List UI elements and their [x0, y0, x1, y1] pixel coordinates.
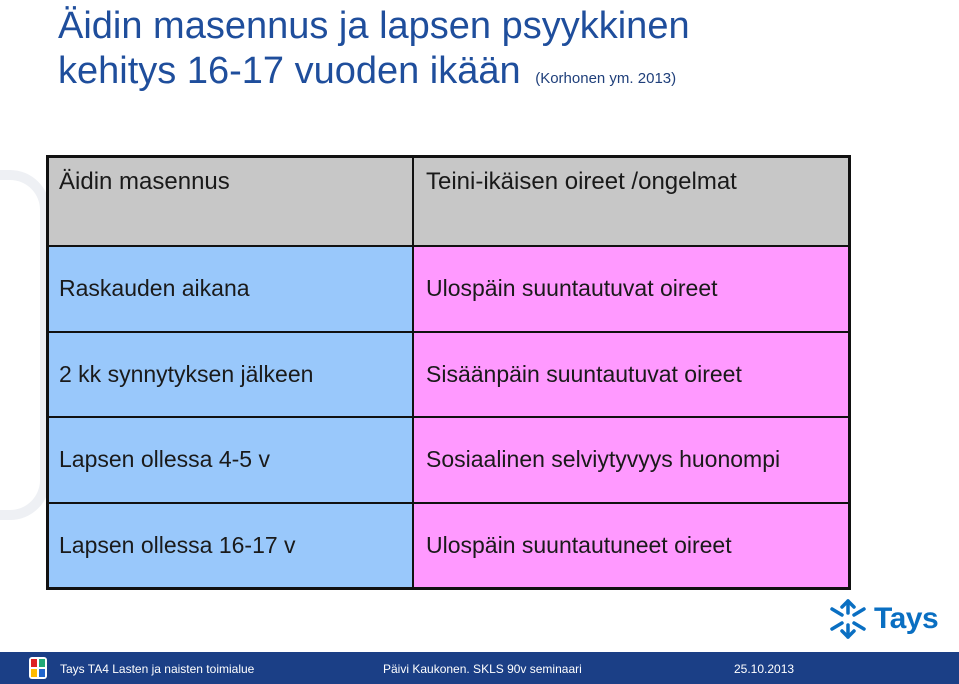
citation: (Korhonen ym. 2013) [535, 70, 677, 87]
table-row-4-timing: Lapsen ollessa 16-17 v [49, 504, 412, 588]
comparison-table [46, 155, 851, 590]
table-row-2-timing: 2 kk synnytyksen jälkeen [49, 333, 412, 417]
logo-text: Tays [874, 602, 939, 635]
header-cell-teen-symptoms: Teini-ikäisen oireet /ongelmat [414, 158, 848, 245]
footer-bar [0, 652, 959, 684]
footer-date: 25.10.2013 [734, 662, 795, 676]
slide-title [58, 4, 690, 101]
table-row-3-outcome: Sosiaalinen selviytyvyys huonompi [414, 418, 848, 502]
background-decoration [0, 170, 50, 520]
header-cell-maternal-depression: Äidin masennus [49, 158, 412, 245]
table-row-3-timing: Lapsen ollessa 4-5 v [49, 418, 412, 502]
tays-star-icon [826, 597, 870, 641]
footer-organization: Tays TA4 Lasten ja naisten toimialue [60, 662, 255, 676]
table-row-1-outcome: Ulospäin suuntautuvat oireet [414, 247, 848, 331]
title-line-2: kehitys 16-17 vuoden ikään [58, 50, 521, 92]
hospital-crest-icon [28, 656, 48, 680]
table-row-4-outcome: Ulospäin suuntautuneet oireet [414, 504, 848, 588]
footer-presenter: Päivi Kaukonen. SKLS 90v seminaari [383, 662, 582, 676]
title-line-1: Äidin masennus ja lapsen psyykkinen [58, 5, 690, 47]
table-row-2-outcome: Sisäänpäin suuntautuvat oireet [414, 333, 848, 417]
table-row-1-timing: Raskauden aikana [49, 247, 412, 331]
tays-logo [826, 596, 946, 642]
